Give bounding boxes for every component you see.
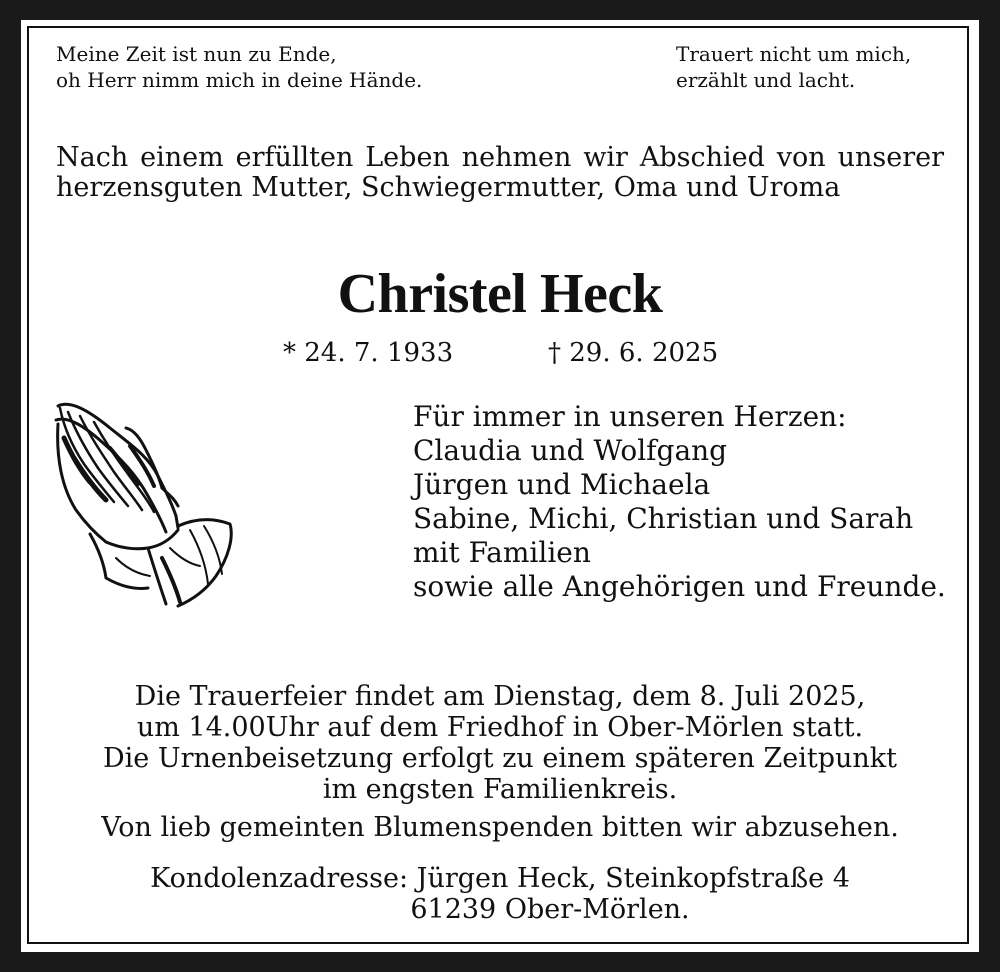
ceremony-line: Die Urnenbeisetzung erfolgt zu einem späteren Zeitpunkt xyxy=(103,743,897,774)
ceremony-line: im engsten Familienkreis. xyxy=(322,774,678,805)
mourner-line: Sabine, Michi, Christian und Sarah xyxy=(413,502,914,535)
condolence-line-2: 61239 Ober-Mörlen. xyxy=(410,894,690,925)
birth-date: * 24. 7. 1933 xyxy=(283,338,454,368)
mourner-line: sowie alle Angehörigen und Freunde. xyxy=(413,570,946,603)
flowers-note: Von lieb gemeinten Blumenspenden bitten wir abzusehen. xyxy=(101,812,899,843)
death-date: † 29. 6. 2025 xyxy=(548,338,719,368)
mourner-line: Jürgen und Michaela xyxy=(413,468,711,501)
condolence-address xyxy=(0,863,1000,925)
ceremony-line: Die Trauerfeier findet am Dienstag, dem 8. Juli 2025, xyxy=(134,681,866,712)
motto-right xyxy=(676,41,911,93)
motto-left xyxy=(56,41,422,93)
mourner-line: Claudia und Wolfgang xyxy=(413,434,728,467)
deceased-name: Christel Heck xyxy=(337,263,663,325)
motto-left-line-1: Meine Zeit ist nun zu Ende, xyxy=(56,42,337,66)
mourners-heading: Für immer in unseren Herzen: xyxy=(413,400,847,433)
mourners-list xyxy=(413,400,946,604)
praying-hands-icon xyxy=(50,398,240,616)
intro-text: Nach einem erfüllten Leben nehmen wir Abschied von unserer herzensguten Mutter, Schwiegermutter, Oma und Uroma xyxy=(56,142,944,203)
motto-left-line-2: oh Herr nimm mich in deine Hände. xyxy=(56,68,423,92)
ceremony-info xyxy=(0,681,1000,805)
condolence-line-1: Kondolenzadresse: Jürgen Heck, Steinkopfstraße 4 xyxy=(150,863,850,894)
motto-right-line-1: Trauert nicht um mich, xyxy=(676,42,912,66)
ceremony-line: um 14.00Uhr auf dem Friedhof in Ober-Mörlen statt. xyxy=(136,712,864,743)
motto-right-line-2: erzählt und lacht. xyxy=(676,68,856,92)
mourner-line: mit Familien xyxy=(413,536,591,569)
